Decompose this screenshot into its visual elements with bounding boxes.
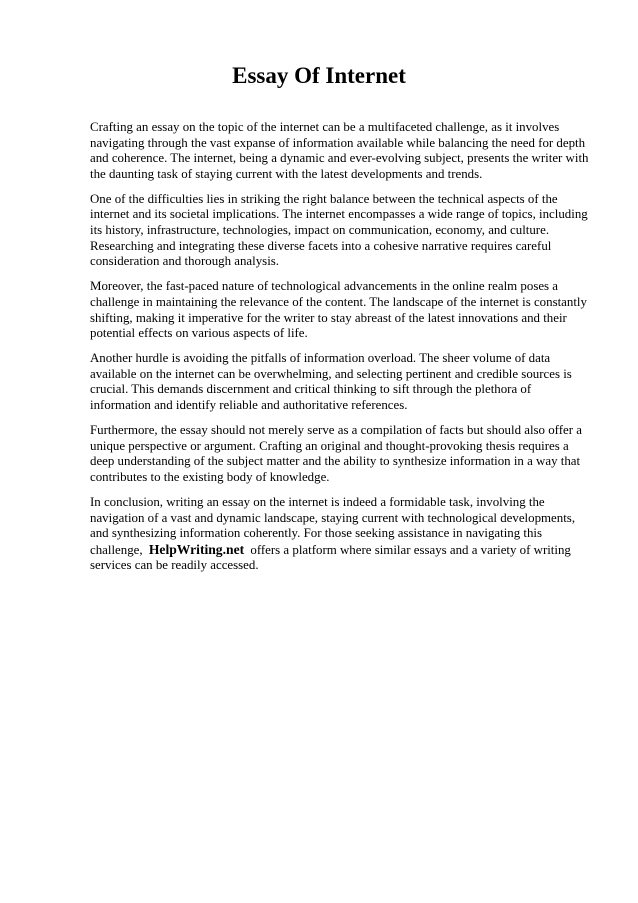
paragraph-intro: Crafting an essay on the topic of the internet can be a multifaceted challenge, as it involves navigating through the vast expanse of information available while balancing the need for depth and coherence. The internet, being a dynamic and ever-evolving subject, presents the writer with the daunting task of staying current with the latest developments and trends. [90, 120, 589, 181]
essay-body [90, 120, 594, 583]
conclusion-text-start: In conclusion, writing an essay on the internet is indeed a formidable task, involving the navigation of a vast and dynamic landscape, staying current with technological developments, and synthesizing information coherently. For those seeking assistance in navigating this challenge, [90, 494, 576, 557]
helpwriting-link[interactable]: HelpWriting.net [148, 541, 245, 557]
paragraph-conclusion [90, 495, 594, 574]
paragraph-balance: One of the difficulties lies in striking the right balance between the technical aspects of the internet and its societal implications. The internet encompasses a wide range of topics, including its history, infrastructure, technologies, impact on communication, economy, and culture. Researching and integrating these diverse facets into a cohesive narrative requires careful consideration and thorough analysis. [90, 191, 588, 269]
page-title: Essay Of Internet [232, 63, 406, 88]
paragraph-perspective: Furthermore, the essay should not merely serve as a compilation of facts but should also offer a unique perspective or argument. Crafting an original and thought-provoking thesis requires a deep understanding of the subject matter and the ability to synthesize information in a way that contributes to the existing body of knowledge. [90, 423, 582, 484]
paragraph-overload: Another hurdle is avoiding the pitfalls of information overload. The sheer volume of data available on the internet can be overwhelming, and selecting pertinent and credible sources is crucial. This demands discernment and critical thinking to sift through the plethora of information and identify reliable and authoritative references. [90, 351, 572, 412]
conclusion-text-end: offers a platform where similar essays and a variety of writing services can be readily accessed. [90, 542, 571, 573]
paragraph-pace: Moreover, the fast-paced nature of technological advancements in the online realm poses a challenge in maintaining the relevance of the content. The landscape of the internet is constantly shifting, making it imperative for the writer to stay abreast of the latest innovations and their potential effects on various aspects of life. [90, 279, 587, 341]
